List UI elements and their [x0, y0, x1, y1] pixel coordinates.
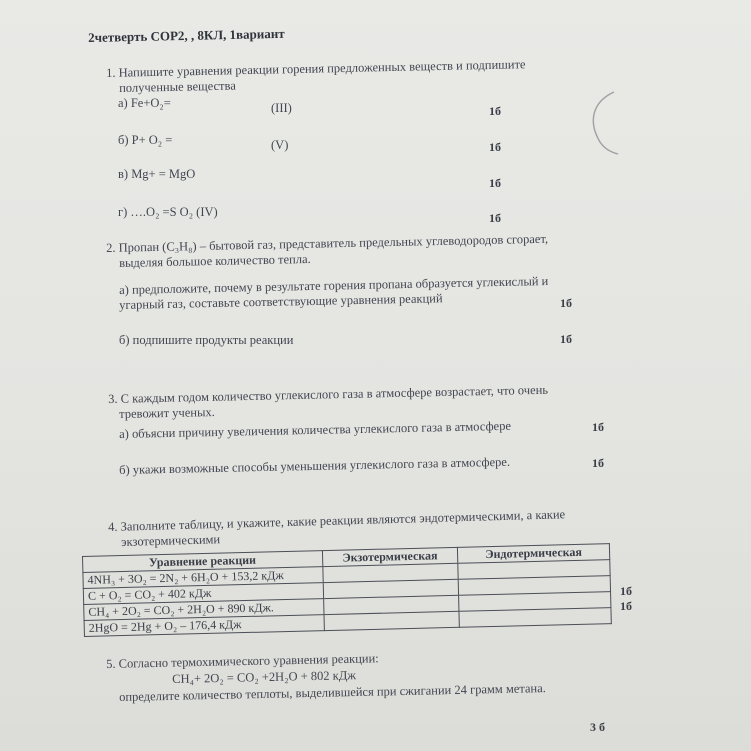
q2-a-points: 1б: [560, 296, 572, 310]
page-header: 2четверть СОР2, , 8КЛ, 1вариант: [88, 25, 285, 45]
q1-item-b-valence: (V): [271, 138, 289, 152]
header-equation: Уравнение реакции: [83, 551, 323, 573]
q1-line1: 1. Напишите уравнения реакции горения предложенных веществ и подпишите: [106, 57, 526, 80]
q1-item-a: а) Fe+O₂=: [118, 96, 171, 110]
q1-line2: полученные вещества: [119, 78, 236, 95]
q3-a-points: 1б: [592, 420, 604, 434]
row-exo-cell[interactable]: [324, 611, 460, 630]
q3-line2: тревожит ученых.: [119, 404, 215, 421]
q1-item-d-points: 1б: [489, 211, 501, 225]
q1-item-a-points: 1б: [489, 104, 501, 118]
pencil-mark-icon: [584, 88, 624, 158]
q2-b: б) подпишите продукты реакции: [119, 333, 294, 347]
q3-b: б) укажи возможные способы уменьшения углекислого газа в атмосфере.: [119, 454, 511, 477]
q1-item-a-valence: (III): [271, 101, 292, 115]
q5-points: 3 б: [590, 720, 605, 734]
q4-points-1: 1б: [620, 584, 632, 598]
q5-line1: 5. Согласно термохимического уравнения реакции:: [106, 651, 379, 671]
row-endo-cell[interactable]: [459, 608, 611, 628]
q2-a-line2: угарный газ, составьте соответствующие уравнения реакций: [119, 291, 443, 312]
q1-item-c: в) Mg+ = MgO: [118, 167, 196, 181]
row-equation: CH₄ + 2O₂ = CO₂ + 2H₂O + 890 кДж.: [84, 599, 324, 621]
header-endothermic: Эндотермическая: [458, 544, 610, 564]
q3-line1: 3. С каждым годом количество углекислого газа в атмосфере возрастает, что очень: [108, 382, 549, 406]
q5-equation: CH₄+ 2O₂ = CO₂ +2H₂O + 802 кДж: [172, 668, 357, 686]
q3-b-points: 1б: [592, 456, 604, 470]
q4-line1: 4. Заполните таблицу, и укажите, какие реакции являются эндотермическими, а какие: [108, 507, 566, 534]
q1-item-c-points: 1б: [489, 176, 501, 190]
q3-a: а) объясни причину увеличения количества углекислого газа в атмосфере: [119, 418, 512, 441]
header-exothermic: Экзотермическая: [322, 547, 458, 566]
q5-line3: определите количество теплоты, выделившейся при сжигании 24 грамм метана.: [119, 681, 546, 704]
q1-item-d: г) ….O₂ =S O₂ (IV): [118, 205, 218, 219]
q2-line1: 2. Пропан (C₃H₈) – бытовой газ, представитель предельных углеводородов сгорает,: [106, 231, 549, 255]
q4-points-2: 1б: [620, 599, 632, 613]
q1-item-b-points: 1б: [489, 140, 501, 154]
q1-item-b: б) P+ O₂ =: [118, 133, 173, 147]
q4-line2: экзотермическими: [121, 532, 221, 549]
row-equation: 2HgO = 2Hg + O₂ – 176,4 кДж: [84, 615, 324, 637]
q2-a-line1: а) предположите, почему в результате горения пропана образуется углекислый и: [119, 274, 549, 297]
row-equation: 4NH₃ + 3O₂ = 2N₂ + 6H₂O + 153,2 кДж: [83, 567, 323, 589]
row-equation: C + O₂ = CO₂ + 402 кДж: [83, 583, 323, 605]
q2-b-points: 1б: [560, 332, 572, 346]
reactions-table: [82, 543, 612, 637]
q2-line2: выделяя большое количество тепла.: [119, 251, 311, 270]
